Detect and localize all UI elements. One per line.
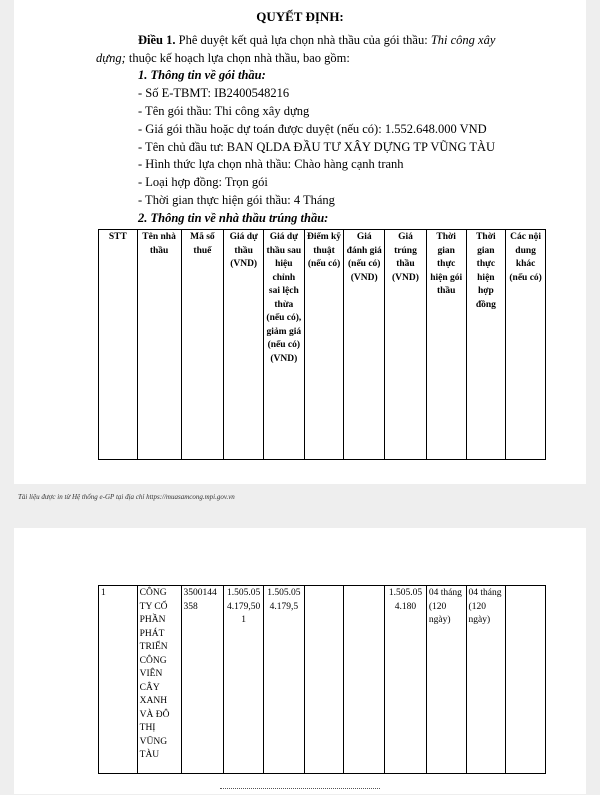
header-other: Các nội dung khác (nếu có)	[506, 230, 546, 460]
cell-contractor-name: CÔNG TY CỔ PHẦN PHÁT TRIỂN CÔNG VIÊN CÂY XANH VÀ ĐÔ THỊ VŨNG TÀU	[137, 586, 181, 774]
cell-other	[506, 586, 546, 774]
article-text: Phê duyệt kết quả lựa chọn nhà thầu của gói thầu:	[178, 33, 428, 47]
package-name: Thi công xây	[430, 33, 496, 47]
bullet-contract-type: - Loại hợp đồng: Trọn gói	[138, 175, 268, 189]
page-1	[14, 0, 586, 484]
bullet-package-price: - Giá gói thầu hoặc dự toán được duyệt (nếu có): 1.552.648.000 VND	[138, 122, 487, 136]
article-line-2	[96, 51, 350, 66]
header-adjusted-price: Giá dự thầu sau hiệu chỉnh sai lệch thừa (nếu có), giảm giá (nếu có) (VND)	[263, 230, 304, 460]
cell-eval-price	[344, 586, 385, 774]
bullet-package-name: - Tên gói thầu: Thi công xây dựng	[138, 104, 310, 118]
cell-adjusted-price: 1.505.054.179,5	[263, 586, 304, 774]
header-contract-time: Thời gian thực hiện hợp đồng	[466, 230, 506, 460]
table-row	[99, 586, 546, 774]
bullet-selection-method: - Hình thức lựa chọn nhà thầu: Chào hàng cạnh tranh	[138, 157, 404, 171]
cell-tax-code: 3500144358	[181, 586, 224, 774]
article-line-1	[138, 33, 495, 48]
cell-tech-score	[304, 586, 344, 774]
bullet-investor: - Tên chủ đầu tư: BAN QLDA ĐẦU TƯ XÂY DỰNG TP VŨNG TÀU	[138, 140, 496, 154]
cell-bid-price: 1.505.054.179,501	[224, 586, 264, 774]
header-eval-price: Giá đánh giá (nếu có) (VND)	[344, 230, 385, 460]
winner-table-header	[98, 229, 546, 460]
header-tax-code: Mã số thuế	[181, 230, 224, 460]
winner-table-body	[98, 585, 546, 774]
decision-title: QUYẾT ĐỊNH:	[256, 9, 344, 24]
header-stt: STT	[99, 230, 138, 460]
page-2	[14, 528, 586, 794]
header-bid-price: Giá dự thầu (VND)	[224, 230, 264, 460]
header-tech-score: Điểm kỹ thuật (nếu có)	[304, 230, 344, 460]
section-1-title: 1. Thông tin về gói thầu:	[138, 68, 266, 82]
cell-package-time: 04 tháng (120 ngày)	[426, 586, 466, 774]
header-win-price: Giá trúng thầu (VND)	[385, 230, 427, 460]
cell-stt: 1	[99, 586, 138, 774]
bullet-duration: - Thời gian thực hiện gói thầu: 4 Tháng	[138, 193, 335, 207]
article-text-cont: thuộc kế hoạch lựa chọn nhà thầu, bao gồm:	[128, 51, 350, 65]
cell-contract-time: 04 tháng (120 ngày)	[466, 586, 506, 774]
bullet-tbmt: - Số E-TBMT: IB2400548216	[138, 86, 290, 100]
article-label: Điều 1.	[138, 33, 176, 47]
footer-note: Tài liệu được in từ Hệ thống e-GP tại địa chỉ https://muasamcong.mpi.gov.vn	[18, 493, 235, 501]
section-2-title: 2. Thông tin về nhà thầu trúng thầu:	[138, 211, 329, 225]
package-name-cont: dựng;	[96, 51, 126, 65]
header-contractor-name: Tên nhà thầu	[137, 230, 181, 460]
header-package-time: Thời gian thực hiện gói thầu	[426, 230, 466, 460]
cell-win-price: 1.505.054.180	[385, 586, 427, 774]
